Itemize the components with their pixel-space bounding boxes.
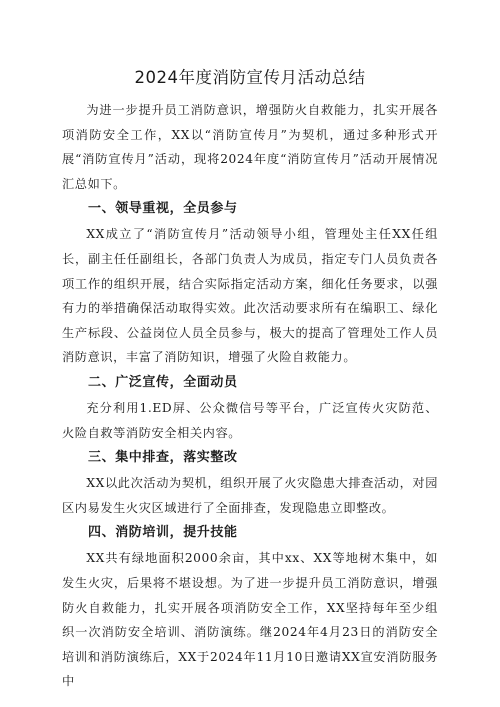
section-body-1: XX成立了“消防宣传月”活动领导小组，管理处主任XX任组长，副主任任副组长，各部门负责人为成员，指定专门人员负责各项工作的组织开展，结合实际指定活动方案，细化任务要求，以强有力的举措确保活动取得实效。此次活动要求所有在编职工、绿化生产标段、公益岗位人员全员参与，极大的提高了管理处工作人员消防意识，丰富了消防知识，增强了火险自救能力。 (62, 227, 438, 365)
section-heading-2: 二、广泛宣传，全面动员 (88, 374, 238, 390)
section-body-4: XX共有绿地面积2000余亩，其中xx、XX等地树木集中，如发生火灾，后果将不堪设想。为了进一步提升员工消防意识，增强防火自救能力，扎实开展各项消防安全工作，XX坚持每年至少组织一次消防安全培训、消防演练。继2024年4月23日的消防安全培训和消防演练后，XX于2024年11月10日邀请XX宣安消防服务中 (62, 551, 438, 689)
section-heading-4: 四、消防培训，提升技能 (88, 525, 238, 541)
section-body-2: 充分利用1.ED屏、公众微信号等平台，广泛宣传火灾防范、火险自救等消防安全相关内容。 (62, 400, 438, 440)
section-heading-1: 一、领导重视，全员参与 (88, 201, 238, 217)
intro-paragraph: 为进一步提升员工消防意识，增强防火自救能力，扎实开展各项消防安全工作，XX以“消防宣传月”为契机，通过多种形式开展“消防宣传月”活动，现将2024年度“消防宣传月”活动开展情况汇总如下。 (62, 103, 438, 191)
section-heading-3: 三、集中排查，落实整改 (88, 450, 238, 466)
document-title: 2024年度消防宣传月活动总结 (134, 68, 366, 87)
section-body-3: XX以此次活动为契机，组织开展了火灾隐患大排查活动，对园区内易发生火灾区域进行了全面排查，发现隐患立即整改。 (62, 476, 438, 515)
